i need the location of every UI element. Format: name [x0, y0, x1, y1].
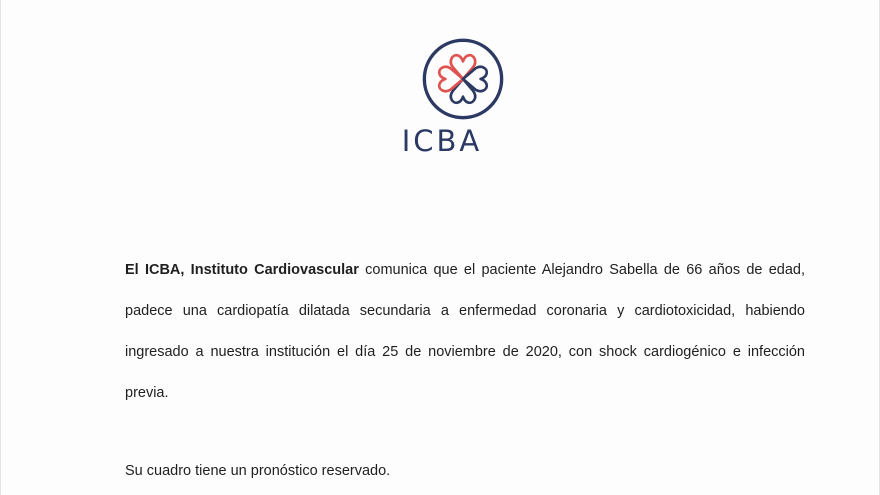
- statement-lead-bold: El ICBA, Instituto Cardiovascular: [125, 262, 359, 278]
- brand-name: ICBA: [401, 124, 483, 158]
- prognosis-line: Su cuadro tiene un pronóstico reservado.: [125, 463, 391, 479]
- statement-text: [125, 250, 805, 414]
- statement-body: comunica que el paciente Alejandro Sabella de 66 años de edad, padece una cardiopatía dilatada secundaria a enfermedad coronaria y cardiotoxicidad, habiendo ingresado a nuestra institución el día 25 de noviembre de 2020, con shock cardiogénico e infección previa.: [125, 262, 805, 401]
- statement-paragraph: [125, 250, 805, 414]
- intertwined-hearts-clover-icon: [421, 37, 505, 121]
